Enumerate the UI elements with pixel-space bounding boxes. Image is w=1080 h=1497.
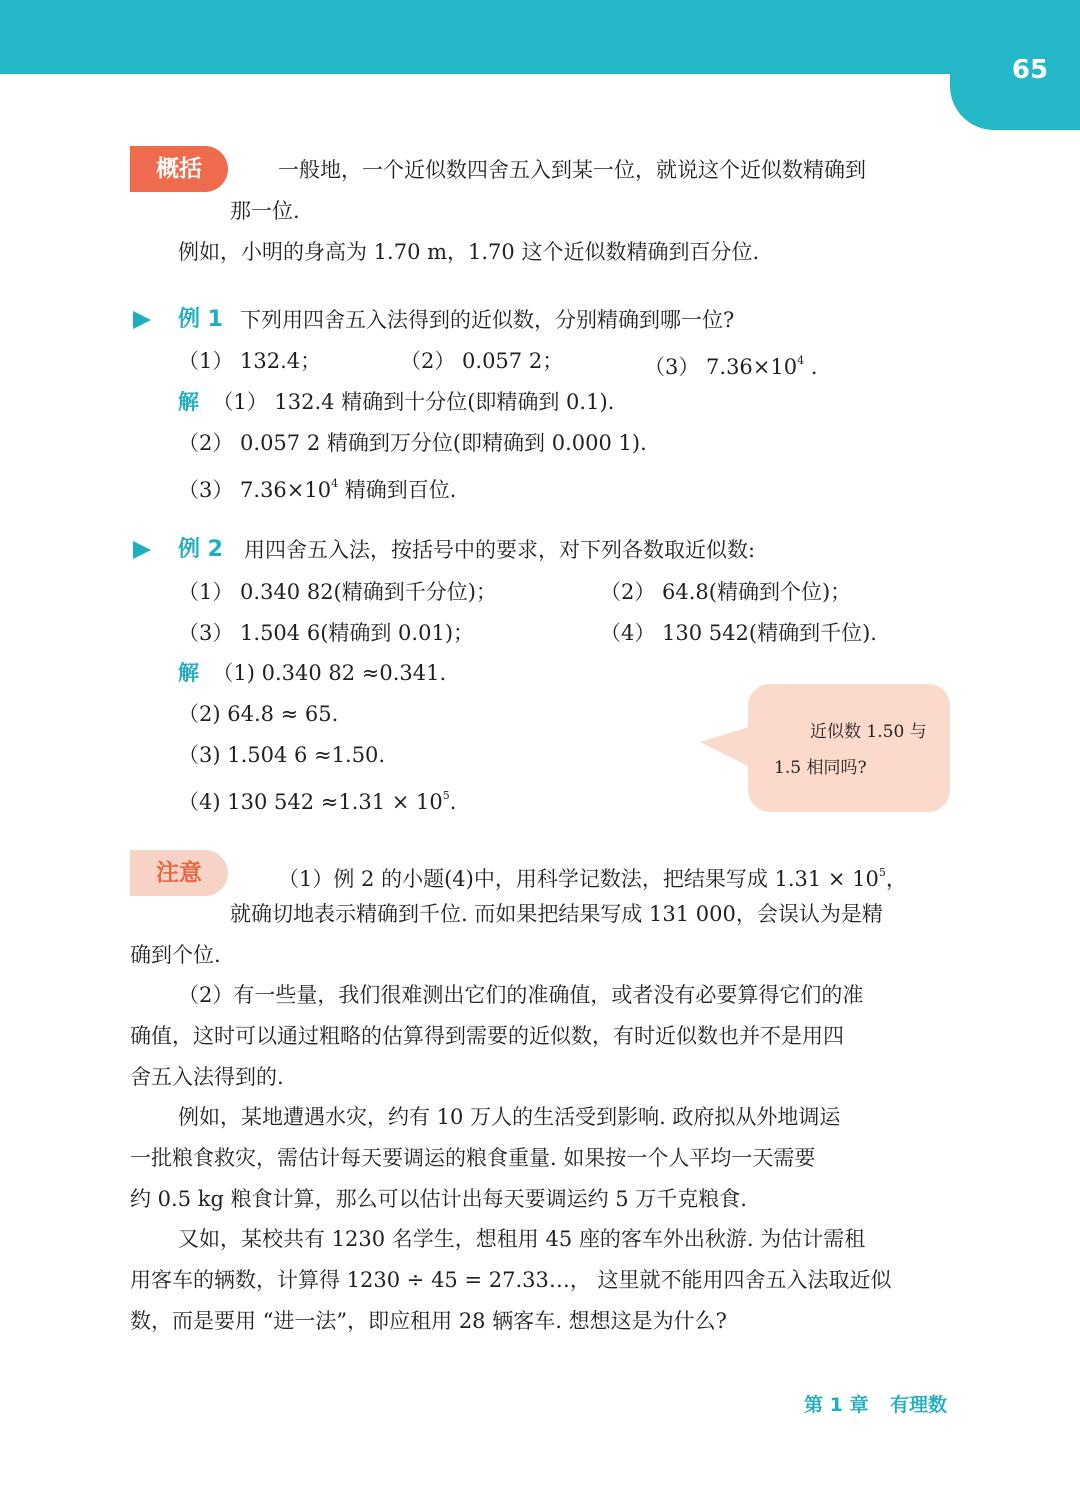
- example-1-solution-3: （3） $7.36\times 10^4$ 精确到百位.: [178, 477, 457, 502]
- note-p2-line-2: 确值，这时可以通过粗略的估算得到需要的近似数，有时近似数也并不是用四: [130, 1024, 844, 1048]
- note-p3-line-3: 约 0.5 kg 粮食计算，那么可以估计出每天要调运约 5 万千克粮食.: [130, 1187, 747, 1211]
- note-p2-line-3: 舍五入法得到的.: [130, 1065, 284, 1089]
- note-p2-line-1: （2）有一些量，我们很难测出它们的准确值，或者没有必要算得它们的准: [178, 983, 864, 1007]
- example-1-item-1: （1） 132.4；: [178, 349, 322, 373]
- example-1-label: 例 1: [178, 307, 223, 332]
- example-2-label: 例 2: [178, 537, 223, 562]
- speech-bubble: [748, 684, 950, 812]
- example-1-item-2: （2） 0.057 2；: [400, 349, 564, 373]
- solution-label: 解: [178, 390, 199, 414]
- footer-title: 有理数: [890, 1394, 948, 1416]
- bubble-line-2: 1.5 相同吗?: [774, 758, 867, 778]
- example-2-solution-3: （3) 1.504 6 ≈1.50.: [178, 743, 386, 767]
- speech-bubble-tail: [700, 726, 752, 768]
- note-p1-line-3: 确到个位.: [130, 943, 221, 967]
- summary-example: 例如，小明的身高为 1.70 m，1.70 这个近似数精确到百分位.: [178, 240, 760, 264]
- example-2-question: 用四舍五入法，按括号中的要求，对下列各数取近似数:: [244, 538, 756, 562]
- note-p3-line-1: 例如，某地遭遇水灾，约有 10 万人的生活受到影响. 政府拟从外地调运: [178, 1105, 841, 1129]
- example-1-question: 下列用四舍五入法得到的近似数，分别精确到哪一位?: [240, 308, 735, 332]
- example-1-arrow-icon: [133, 311, 151, 329]
- example-1-solution-2: （2） 0.057 2 精确到万分位(即精确到 0.000 1).: [178, 431, 647, 455]
- example-2-item-4: （4） 130 542(精确到千位).: [600, 621, 877, 645]
- footer-chapter: 第 1 章: [804, 1394, 869, 1416]
- example-2-item-2: （2） 64.8(精确到个位)；: [600, 580, 852, 604]
- example-1-solution-1: 解 （1） 132.4 精确到十分位(即精确到 0.1).: [178, 390, 615, 414]
- summary-tag: 概括: [130, 146, 228, 192]
- example-2-solution-1: 解 （1) 0.340 82 ≈0.341.: [178, 661, 447, 685]
- note-p4-line-3: 数，而是要用 “进一法”，即应租用 28 辆客车. 想想这是为什么?: [130, 1309, 727, 1333]
- note-p1-line-1: （1）例 2 的小题(4)中，用科学记数法，把结果写成 $1.31 \times 10^5$，: [278, 866, 907, 891]
- note-p4-line-2: 用客车的辆数，计算得 1230 ÷ 45 = 27.33…， 这里就不能用四舍五入法取近似: [130, 1268, 892, 1292]
- example-2-arrow-icon: [133, 541, 151, 559]
- page-number: 65: [1011, 55, 1049, 85]
- example-2-solution-4: （4) 130 $542 \approx 1.31 \times 10^5$.: [178, 789, 457, 814]
- note-p1-line-2: 就确切地表示精确到千位. 而如果把结果写成 131 000，会误认为是精: [230, 902, 883, 926]
- summary-line-2: 那一位.: [230, 199, 300, 223]
- example-1-item-3: （3） $7.36\times 10^4$ .: [644, 354, 818, 379]
- note-p3-line-2: 一批粮食救灾，需估计每天要调运的粮食重量. 如果按一个人平均一天需要: [130, 1146, 816, 1170]
- example-2-item-3: （3） 1.504 6(精确到 0.01)；: [178, 621, 475, 645]
- example-2-item-1: （1） 0.340 82(精确到千分位)；: [178, 580, 497, 604]
- page-number-tab: [950, 0, 1080, 130]
- note-p4-line-1: 又如，某校共有 1230 名学生，想租用 45 座的客车外出秋游. 为估计需租: [178, 1227, 866, 1251]
- summary-line-1: 一般地，一个近似数四舍五入到某一位，就说这个近似数精确到: [278, 158, 866, 182]
- bubble-line-1: 近似数 1.50 与: [810, 722, 927, 742]
- example-2-solution-2: （2) 64.8 ≈ 65.: [178, 702, 339, 726]
- header-bar: [0, 0, 1080, 74]
- note-tag: 注意: [130, 850, 228, 896]
- solution-label: 解: [178, 661, 199, 685]
